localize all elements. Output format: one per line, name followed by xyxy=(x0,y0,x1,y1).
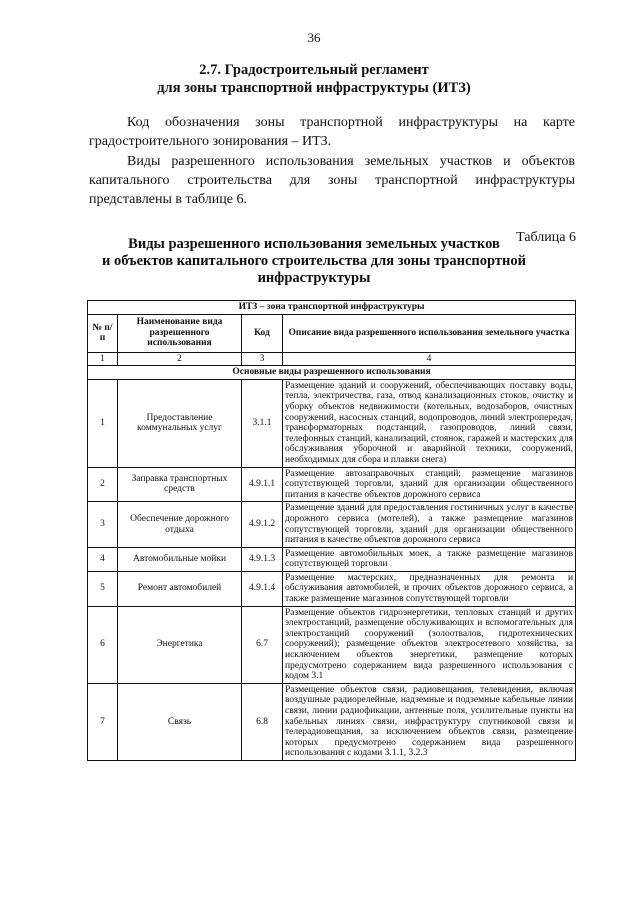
row-num: 4 xyxy=(88,547,118,571)
col-number-2: 2 xyxy=(118,352,242,366)
row-name: Связь xyxy=(118,683,242,760)
row-num: 2 xyxy=(88,467,118,502)
zone-header-row xyxy=(88,301,576,315)
zone-header: ИТЗ – зона транспортной инфраструктуры xyxy=(88,301,576,315)
row-num: 7 xyxy=(88,683,118,760)
table-title-line1: Виды разрешенного использования земельных участков xyxy=(128,236,500,252)
row-description: Размещение объектов связи, радиовещания, телевидения, включая воздушные радиорелейные, надземные и подземные кабельные линии связи, линии радиофикации, антенные поля, усилительные пункты на кабельных линиях связи, инфраструктуру спутниковой связи и телерадиовещания, за исключением объектов связи, размещение которых предусмотрено содержанием вида разрешенного использования с кодами 3.1.1, 3.2.3 xyxy=(283,683,576,760)
row-name: Энергетика xyxy=(118,606,242,683)
row-num: 1 xyxy=(88,379,118,467)
row-name: Заправка транспортных средств xyxy=(118,467,242,502)
page-number: 36 xyxy=(307,30,321,45)
section-label: Основные виды разрешенного использования xyxy=(88,366,576,380)
table-title-line3: инфраструктуры xyxy=(257,270,371,286)
col-number-3: 3 xyxy=(242,352,283,366)
section-heading-line1: 2.7. Градостроительный регламент xyxy=(199,62,429,78)
table-row xyxy=(88,571,576,606)
column-number-row xyxy=(88,352,576,366)
header-name: Наименование вида разрешенного использования xyxy=(118,314,242,352)
table-title-line2: и объектов капитального строительства для зоны транспортной xyxy=(102,253,526,269)
section-heading-line2: для зоны транспортной инфраструктуры (ИТЗ) xyxy=(157,80,471,96)
col-number-1: 1 xyxy=(88,352,118,366)
row-description: Размещение мастерских, предназначенных для ремонта и обслуживания автомобилей, и прочих объектов дорожного сервиса, а также размещение магазинов сопутствующей торговли xyxy=(283,571,576,606)
row-description: Размещение зданий для предоставления гостиничных услуг в качестве дорожного сервиса (мотелей), а также размещение магазинов сопутствующей торговли, зданий для организации общественного питания в качестве объектов дорожного сервиса xyxy=(283,502,576,547)
row-code: 6.7 xyxy=(242,606,283,683)
table-row xyxy=(88,683,576,760)
row-name: Обеспечение дорожного отдыха xyxy=(118,502,242,547)
row-code: 4.9.1.4 xyxy=(242,571,283,606)
row-num: 3 xyxy=(88,502,118,547)
header-num: № п/п xyxy=(88,314,118,352)
row-name: Ремонт автомобилей xyxy=(118,571,242,606)
header-code: Код xyxy=(242,314,283,352)
row-name: Автомобильные мойки xyxy=(118,547,242,571)
column-header-row xyxy=(88,314,576,352)
row-code: 4.9.1.1 xyxy=(242,467,283,502)
row-description: Размещение автомобильных моек, а также размещение магазинов сопутствующей торговли xyxy=(283,547,576,571)
table-row xyxy=(88,467,576,502)
row-code: 4.9.1.3 xyxy=(242,547,283,571)
row-description: Размещение объектов гидроэнергетики, тепловых станций и других электростанций, размещение обслуживающих и вспомогательных для электростанций сооружений (золоотвалов, гидротехнических сооружений); размещение объектов электросетевого хозяйства, за исключением объектов энергетики, размещение которых предусмотрено содержанием вида разрешенного использования с кодом 3.1 xyxy=(283,606,576,683)
table-row xyxy=(88,379,576,467)
row-description: Размещение автозаправочных станций; размещение магазинов сопутствующей торговли, зданий для организации общественного питания в качестве объектов дорожного сервиса xyxy=(283,467,576,502)
zoning-table xyxy=(87,300,576,761)
table-row xyxy=(88,547,576,571)
col-number-4: 4 xyxy=(283,352,576,366)
row-code: 3.1.1 xyxy=(242,379,283,467)
paragraph-zone-code: Код обозначения зоны транспортной инфраструктуры на карте градостроительного зонирования – ИТЗ. xyxy=(89,115,575,149)
paragraph-table-intro: Виды разрешенного использования земельных участков и объектов капитального строительства для зоны транспортной инфраструктуры представлены в таблице 6. xyxy=(89,154,575,207)
table-label: Таблица 6 xyxy=(516,230,576,245)
section-row xyxy=(88,366,576,380)
row-num: 5 xyxy=(88,571,118,606)
row-name: Предоставление коммунальных услуг xyxy=(118,379,242,467)
row-description: Размещение зданий и сооружений, обеспечивающих поставку воды, тепла, электричества, газа, отвод канализационных стоков, очистку и уборку объектов недвижимости (котельных, водозаборов, очистных сооружений, насосных станций, водопроводов, линий электропередач, трансформаторных подстанций, газопроводов, линий связи, телефонных станций, канализаций, стоянок, гаражей и мастерских для обслуживания уборочной и аварийной техники, сооружений, необходимых для сбора и плавки снега) xyxy=(283,379,576,467)
table-row xyxy=(88,606,576,683)
row-code: 4.9.1.2 xyxy=(242,502,283,547)
row-num: 6 xyxy=(88,606,118,683)
row-code: 6.8 xyxy=(242,683,283,760)
header-description: Описание вида разрешенного использования земельного участка xyxy=(283,314,576,352)
table-row xyxy=(88,502,576,547)
